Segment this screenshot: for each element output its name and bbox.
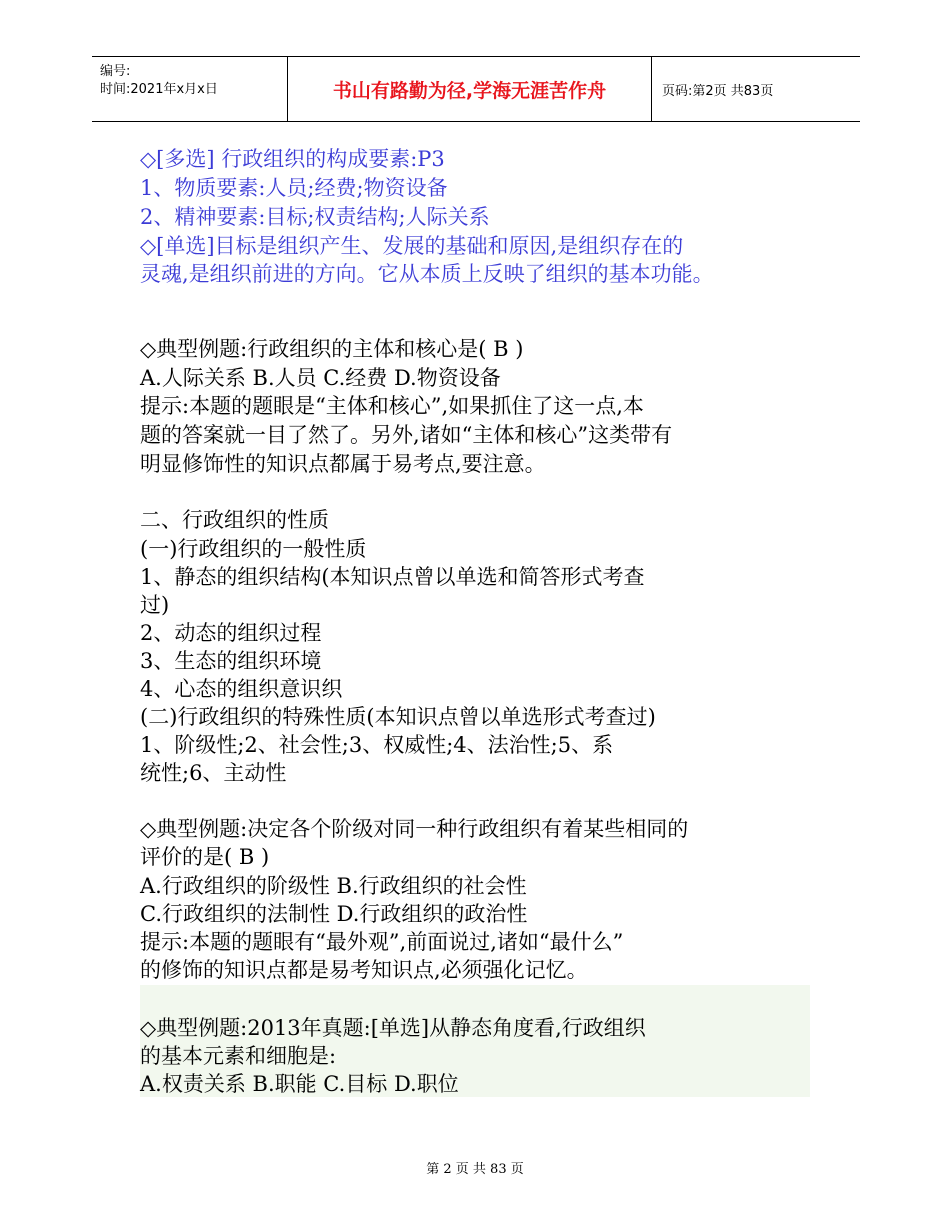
text-line: ◇典型例题:2013年真题:[单选]从静态角度看,行政组织 xyxy=(140,1016,646,1040)
page-header xyxy=(92,56,860,122)
text-line: ◇典型例题:行政组织的主体和核心是( B ) xyxy=(140,337,524,361)
header-page-info: 页码:第2页 共83页 xyxy=(662,83,774,99)
text-line: 灵魂,是组织前进的方向。它从本质上反映了组织的基本功能。 xyxy=(140,262,714,286)
header-motto: 书山有路勤为径,学海无涯苦作舟 xyxy=(288,57,652,121)
text-line: A.人际关系 B.人员 C.经费 D.物资设备 xyxy=(140,366,501,390)
text-line: 3、生态的组织环境 xyxy=(140,649,322,673)
number-label: 编号: xyxy=(100,64,131,79)
text-line: 二、行政组织的性质 xyxy=(140,508,329,532)
text-line: ◇[单选]目标是组织产生、发展的基础和原因,是组织存在的 xyxy=(140,234,684,258)
text-line: A.权责关系 B.职能 C.目标 D.职位 xyxy=(140,1072,459,1096)
text-line: 1、物质要素:人员;经费;物资设备 xyxy=(140,176,448,200)
text-line: 提示:本题的题眼是“主体和核心”,如果抓住了这一点,本 xyxy=(140,394,644,418)
text-line: 1、阶级性;2、社会性;3、权威性;4、法治性;5、系 xyxy=(140,733,614,757)
text-line: 提示:本题的题眼有“最外观”,前面说过,诸如“最什么” xyxy=(140,930,624,954)
text-line: 明显修饰性的知识点都属于易考点,要注意。 xyxy=(140,452,546,476)
text-line: 过) xyxy=(140,593,170,617)
text-line: 2、动态的组织过程 xyxy=(140,621,322,645)
text-line: 题的答案就一目了然了。另外,诸如“主体和核心”这类带有 xyxy=(140,423,673,447)
text-line: 的基本元素和细胞是: xyxy=(140,1044,337,1068)
time-label: 时间:2021年x月x日 xyxy=(100,82,218,97)
text-line: 1、静态的组织结构(本知识点曾以单选和简答形式考查 xyxy=(140,565,645,589)
text-line: 2、精神要素:目标;权责结构;人际关系 xyxy=(140,205,490,229)
text-line: C.行政组织的法制性 D.行政组织的政治性 xyxy=(140,902,528,926)
text-line: 4、心态的组织意识织 xyxy=(140,677,343,701)
text-line: 的修饰的知识点都是易考知识点,必须强化记忆。 xyxy=(140,958,588,982)
text-line: ◇[多选] 行政组织的构成要素:P3 xyxy=(140,147,445,171)
page-footer: 第 2 页 共 83 页 xyxy=(426,1162,524,1177)
text-line: 统性;6、主动性 xyxy=(140,761,287,785)
text-line: A.行政组织的阶级性 B.行政组织的社会性 xyxy=(140,874,527,898)
text-line: ◇典型例题:决定各个阶级对同一种行政组织有着某些相同的 xyxy=(140,817,689,841)
text-line: (一)行政组织的一般性质 xyxy=(140,537,367,561)
header-meta xyxy=(92,57,288,121)
text-line: 评价的是( B ) xyxy=(140,845,270,869)
text-line: (二)行政组织的特殊性质(本知识点曾以单选形式考查过) xyxy=(140,705,656,729)
